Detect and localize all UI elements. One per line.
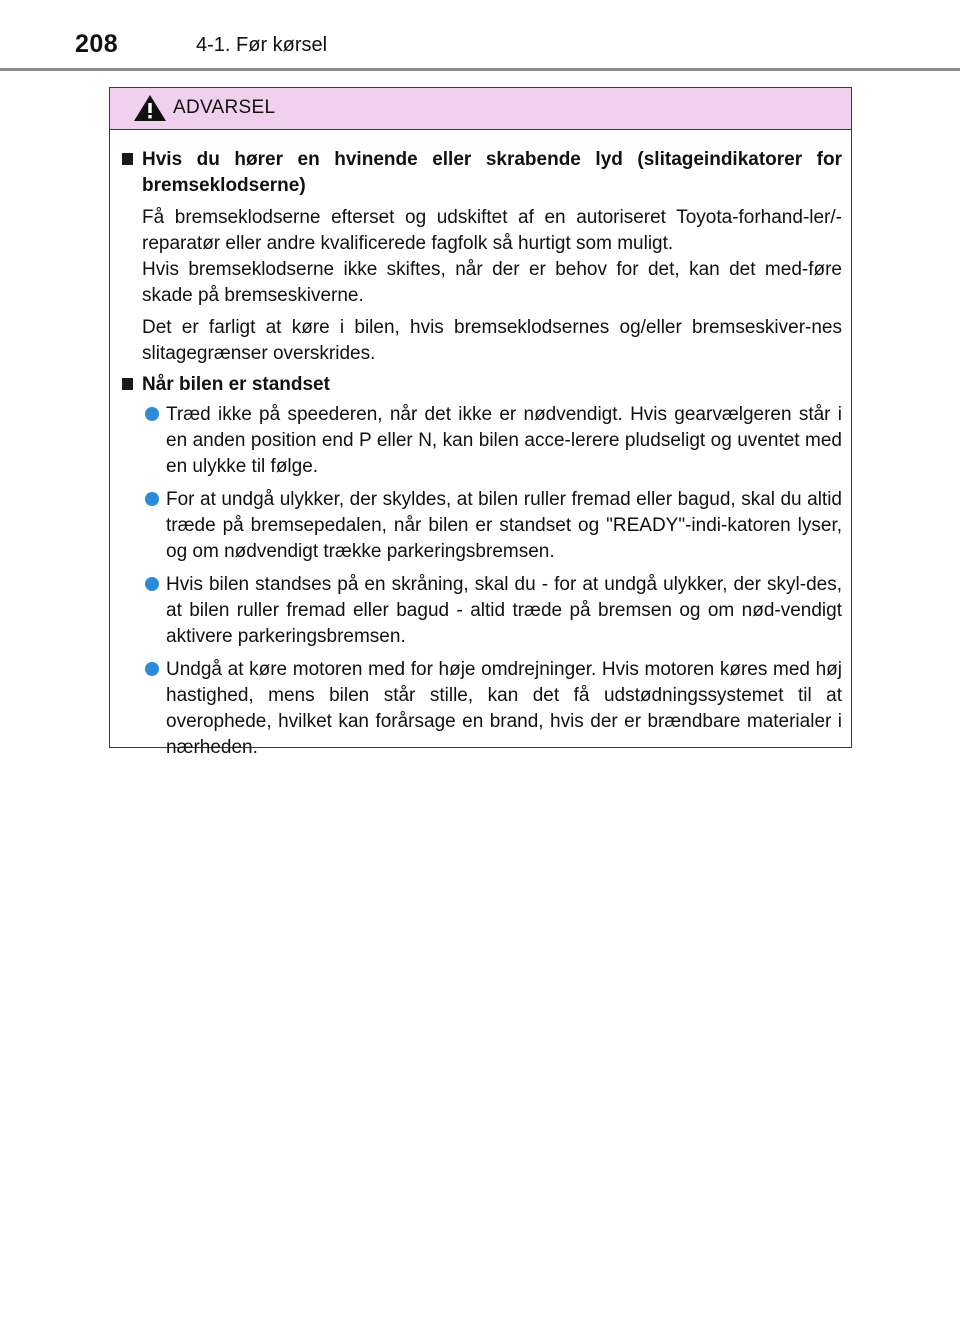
circle-bullet-icon <box>145 407 159 421</box>
topic-brake-pad-noise <box>119 147 842 367</box>
paragraph: Det er farligt at køre i bilen, hvis bremseklodsernes og/eller bremseskiver-nes slitagegrænser overskrides. <box>142 317 842 364</box>
page-header <box>0 0 960 74</box>
warning-header <box>110 88 851 130</box>
square-bullet-icon <box>122 378 133 390</box>
list-item <box>142 402 842 480</box>
list-item-text: Træd ikke på speederen, når det ikke er nødvendigt. Hvis gearvælgeren står i en anden position end P eller N, kan bilen acce-lerere pludseligt og uventet med en ulykke til følge. <box>166 404 842 477</box>
warning-title: ADVARSEL <box>173 97 276 118</box>
circle-bullet-icon <box>145 492 159 506</box>
list-item <box>142 657 842 761</box>
warning-triangle-icon <box>133 94 167 122</box>
list-item-text: Hvis bilen standses på en skråning, skal du - for at undgå ulykker, der skyl-des, at bilen ruller fremad eller bagud - altid træde på bremsen og om nød-vendigt aktivere parkeringsbremsen. <box>166 574 842 647</box>
list-item <box>142 487 842 565</box>
list-item <box>142 572 842 650</box>
circle-bullet-icon <box>145 662 159 676</box>
topic-vehicle-stopped <box>119 372 842 761</box>
topic-heading: Når bilen er standset <box>142 374 330 395</box>
circle-bullet-icon <box>145 577 159 591</box>
topic-heading: Hvis du hører en hvinende eller skrabende lyd (slitageindikatorer for bremseklodserne) <box>142 149 842 196</box>
list-item-text: For at undgå ulykker, der skyldes, at bilen ruller fremad eller bagud, skal du altid træde på bremsepedalen, når bilen er standset og "READY"-indi-katoren lyser, og om nødvendigt trække parkeringsbremsen. <box>166 489 842 562</box>
section-title: 4-1. Før kørsel <box>196 34 328 56</box>
paragraph: Hvis bremseklodserne ikke skiftes, når der er behov for det, kan det med-føre skade på bremseskiverne. <box>142 259 842 306</box>
page-number: 208 <box>75 30 119 58</box>
paragraph: Få bremseklodserne efterset og udskiftet af en autoriseret Toyota-forhand-ler/-reparatør eller andre kvalificerede fagfolk så hurtigt som muligt. <box>142 207 842 254</box>
square-bullet-icon <box>122 153 133 165</box>
bullet-list <box>142 402 842 761</box>
list-item-text: Undgå at køre motoren med for høje omdrejninger. Hvis motoren køres med høj hastighed, mens bilen står stille, kan det få udstødningssystemet til at overophede, hvilket kan forårsage en brand, hvis der er brændbare materialer i nærheden. <box>166 659 842 758</box>
header-divider <box>0 68 960 71</box>
warning-box <box>109 87 852 758</box>
warning-body <box>110 130 851 761</box>
